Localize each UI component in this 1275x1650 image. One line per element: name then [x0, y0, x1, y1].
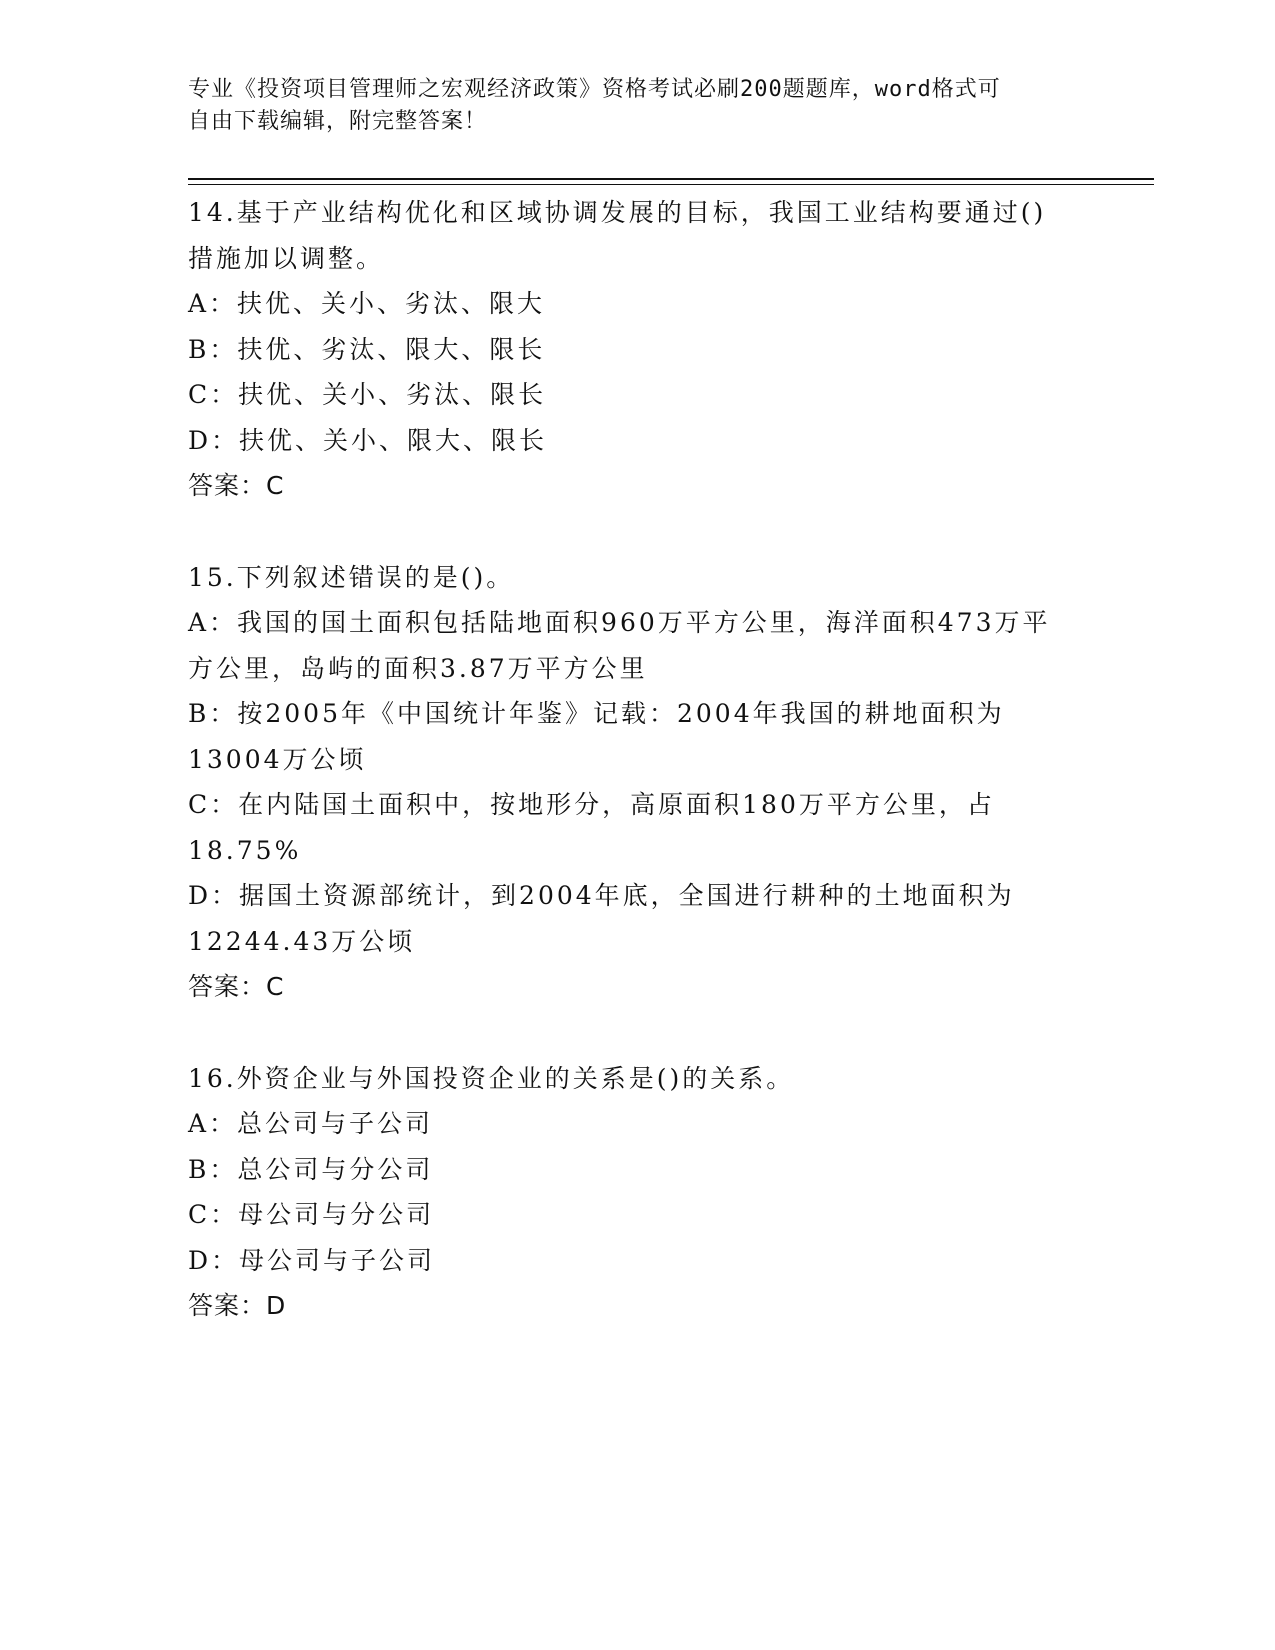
header-line-2: 自由下载编辑，附完整答案！	[188, 109, 488, 134]
option-a: A：扶优、关小、劣汰、限大	[188, 289, 546, 318]
question-15	[188, 555, 1088, 1010]
option-b: B：总公司与分公司	[188, 1154, 434, 1184]
option-a: A：总公司与子公司	[188, 1109, 434, 1138]
option-d-continued: 12244.43万公顷	[188, 926, 416, 956]
answer: 答案：C	[188, 471, 285, 500]
question-16	[188, 1056, 1088, 1329]
question-stem-continued: 措施加以调整。	[188, 243, 385, 273]
option-b-continued: 13004万公顷	[188, 744, 367, 774]
option-d: D：母公司与子公司	[188, 1245, 436, 1275]
question-stem: 15.下列叙述错误的是()。	[188, 562, 515, 592]
option-c: C：母公司与分公司	[188, 1200, 435, 1229]
option-d: D：据国土资源部统计，到2004年底，全国进行耕种的土地面积为	[188, 881, 1015, 910]
option-d: D：扶优、关小、限大、限长	[188, 425, 548, 455]
option-a-continued: 方公里，岛屿的面积3.87万平方公里	[188, 653, 648, 683]
question-14	[188, 190, 1088, 509]
question-list	[188, 190, 1088, 1375]
option-b: B：按2005年《中国统计年鉴》记载：2004年我国的耕地面积为	[188, 699, 1005, 728]
header-divider-thick	[188, 178, 1154, 180]
header-divider-thin	[188, 184, 1154, 185]
document-header	[188, 74, 1068, 138]
question-stem: 14.基于产业结构优化和区域协调发展的目标，我国工业结构要通过()	[188, 198, 1047, 227]
option-c: C：扶优、关小、劣汰、限长	[188, 380, 547, 409]
option-c: C：在内陆国土面积中，按地形分，高原面积180万平方公里，占	[188, 790, 995, 819]
answer: 答案：D	[188, 1291, 287, 1320]
option-a: A：我国的国土面积包括陆地面积960万平方公里，海洋面积473万平	[188, 608, 1051, 637]
question-stem: 16.外资企业与外国投资企业的关系是()的关系。	[188, 1063, 795, 1093]
header-line-1: 专业《投资项目管理师之宏观经济政策》资格考试必刷200题题库，word格式可	[188, 77, 1001, 102]
option-b: B：扶优、劣汰、限大、限长	[188, 334, 546, 364]
answer: 答案：C	[188, 972, 285, 1001]
option-c-continued: 18.75%	[188, 835, 302, 865]
